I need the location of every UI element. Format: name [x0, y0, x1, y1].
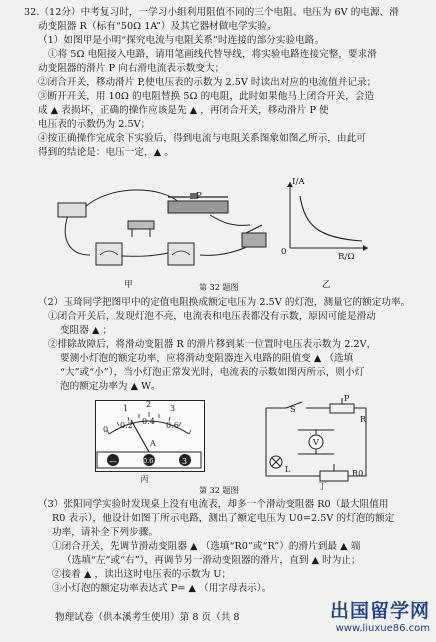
watermark-name: 出国留学网	[329, 600, 430, 622]
part-3-step2: ②接着 ▲ ，读出这时电压表的示数为 U；	[52, 569, 232, 580]
meter-bottom-scale-2: 0.4	[142, 417, 155, 426]
meter-terminal-06: 0.6	[143, 457, 154, 465]
rheostat-r0-icon	[320, 471, 348, 481]
ammeter-icon	[168, 243, 194, 265]
part-2-step2-line1: ②排除故障后，将滑动变阻器 R 的滑片移到某一位置时电压表示数为 2.2V，	[48, 339, 377, 350]
part-1-step3-line1: ③断开开关，用 10Ω 的电阻替换 5Ω 的电阻，此时如果他马上闭合开关，会造	[38, 91, 375, 102]
circuit-label-r0: R0	[352, 469, 364, 478]
resistor-icon	[128, 221, 154, 229]
rheostat-r-icon	[330, 404, 354, 413]
part-3-step1-line2: （选填“左”或“右”），再调节另一滑动变阻器的滑片，直到 ▲ 时为止；	[62, 555, 361, 566]
meter-top-scale-3: 3	[170, 404, 176, 413]
part-2-heading: （2）玉琦同学把图甲中的定值电阻换成额定电压为 2.5V 的灯泡，测量它的额定功率。	[38, 297, 411, 308]
figure-32-caption-2: 第 32 题图	[199, 486, 239, 495]
part-2-step1-line2: 变阻器 ▲ ；	[60, 325, 113, 336]
part-1-step4-line1: ④按正确操作完成余下实验后，得到电流与电阻关系图象如图乙所示，由此可	[38, 133, 366, 144]
part-1-step1-line2: 动变阻器的滑片 P 向右滑电流表示数变大；	[38, 63, 225, 74]
part-3-line2: R0 表示），他设计如图丁所示电路，测出了额定电压为 U0=2.5V 的灯泡的额定	[52, 513, 395, 524]
voltmeter-icon	[96, 243, 122, 265]
figure-jia-label: 甲	[124, 280, 133, 290]
circuit-label-v: V	[313, 438, 319, 447]
figure-jia-circuit	[50, 185, 280, 275]
meter-top-scale-1: 1	[123, 404, 129, 413]
figure-ding-label: 丁	[318, 482, 327, 492]
part-3-step1-line1: ①闭合开关，先调节滑动变阻器 ▲ （选填“R0”或“R”）的滑片到最 ▲ 端	[52, 541, 361, 552]
meter-top-scale-2: 2	[146, 400, 152, 409]
graph-x-axis-label: R/Ω	[338, 252, 355, 262]
figure-yi-label: 乙	[322, 280, 331, 290]
part-2-step2-line4: 泡的额定功率为 ▲ W。	[60, 381, 161, 392]
part-1-step3-line3: 电压表的示数仍为 2.5V；	[38, 119, 151, 130]
battery-icon	[58, 203, 86, 217]
graph-origin-label: 0	[281, 247, 287, 257]
circuit-label-p: P	[344, 394, 350, 403]
meter-terminal-3: 3	[182, 457, 188, 466]
part-1-step4-line2: 得到的结论是：电压一定，▲ 。	[38, 147, 174, 158]
part-3-heading: （3）张阳同学实验时发现桌上没有电流表，却多一个滑动变阻器 R0（最大阻值用	[38, 499, 389, 510]
inverse-curve	[300, 196, 362, 241]
meter-bottom-scale-1: 0.2	[120, 421, 133, 430]
part-1-step2: ②闭合开关，移动滑片 P,使电压表的示数为 2.5V 时读出对应的电流值并记录；	[38, 77, 377, 88]
meter-zero: 0	[103, 425, 109, 434]
watermark-url: www.liuxue86.com	[335, 623, 430, 634]
meter-unit: A	[150, 439, 156, 448]
slider-p-label: P	[196, 191, 202, 201]
circuit-label-s: S	[290, 405, 296, 414]
part-1-heading: （1）如图甲是小明“探究电流与电阻关系”时连接的部分实验电路。	[38, 35, 325, 46]
part-3-step3: ③小灯泡的额定功率表达式 P= ▲ （用字母表示）。	[52, 583, 272, 594]
question-32-stem-line2: 动变阻器 R（标有“50Ω 1A”）及其它器材做电学实验。	[38, 21, 277, 32]
meter-bottom-scale-3: 0.6	[166, 421, 179, 430]
graph-y-axis-label: I/A	[292, 177, 305, 187]
part-1-step1-line1: ①将 5Ω 电阻接入电路，请用笔画线代替导线，将实验电路连接完整，要求滑	[48, 49, 377, 60]
figure-yi-graph	[280, 178, 370, 258]
watermark	[330, 596, 430, 634]
circuit-label-r: R	[360, 415, 367, 424]
switch-icon	[242, 233, 266, 247]
question-32-stem-line1: 32.（12分）中考复习时，一学习小组利用阻值不同的三个电阻、电压为 6V 的电源、滑	[24, 7, 399, 18]
part-1-step3-line2: 成 ▲ 表损坏，正确的操作应该是先 ▲ ，再闭合开关，移动滑片 P 使	[38, 105, 329, 116]
meter-terminal-minus: —	[109, 457, 118, 466]
figure-bing-label: 丙	[140, 475, 149, 485]
part-2-step2-line2: 要测小灯泡的额定功率，应将滑动变阻器连入电路的阻值变 ▲ （选填	[60, 353, 354, 364]
part-3-line3: 功率，请补全下列步骤。	[52, 527, 159, 538]
figure-32-caption: 第 32 题图	[199, 283, 239, 292]
circuit-label-l: L	[285, 465, 291, 474]
part-2-step1-line1: ①闭合开关后，发现灯泡不亮，电流表和电压表都没有示数，原因可能是滑动	[48, 311, 376, 322]
part-2-step2-line3: “大”或“小”），当小灯泡正常发光时，电流表的示数如图丙所示，则小灯	[60, 367, 365, 378]
page-footer: 物理试卷（供本溪考生使用）第 8 页（共 8	[55, 612, 240, 623]
